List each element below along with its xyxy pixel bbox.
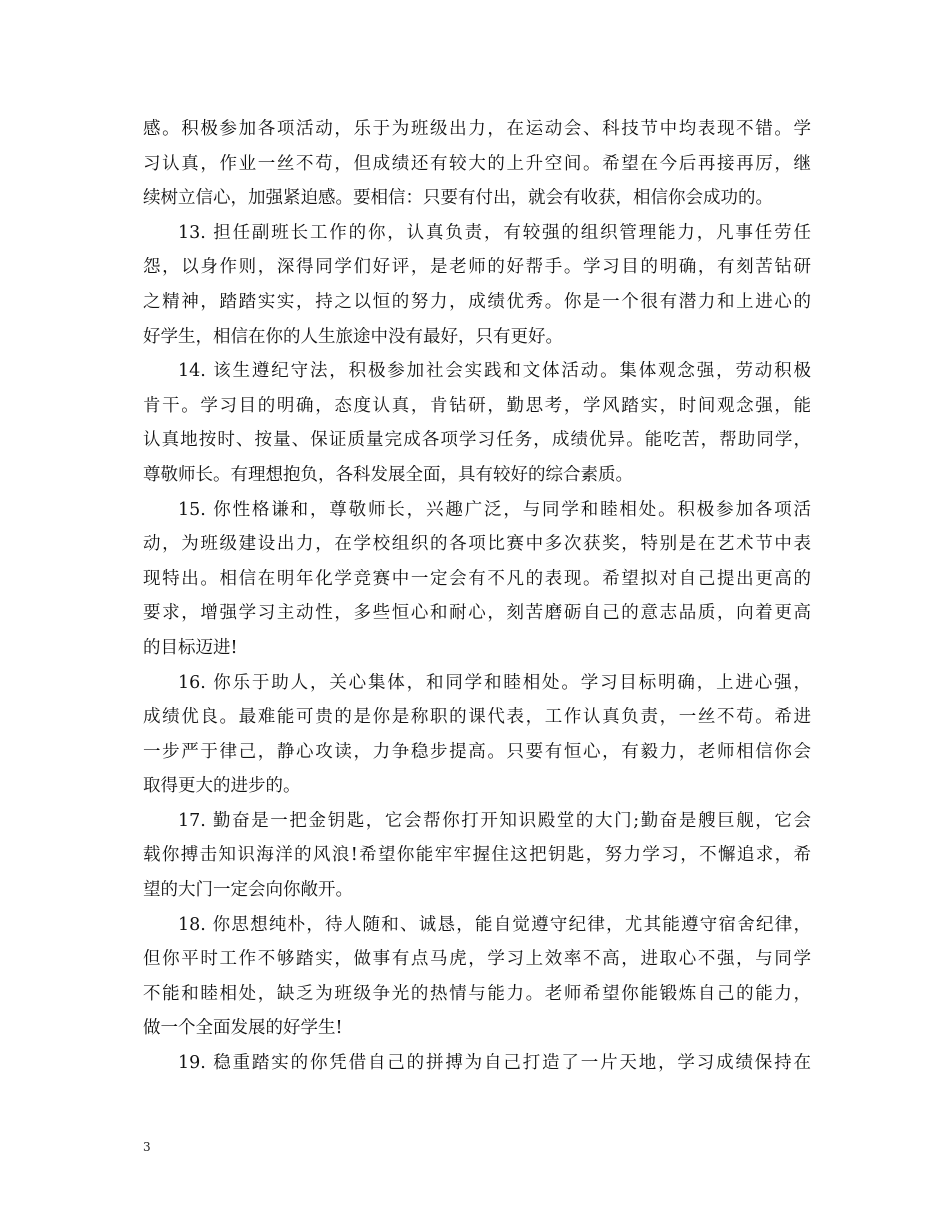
text-line: 19. 稳重踏实的你凭借自己的拼搏为自己打造了一片天地，学习成绩保持在 [178, 1053, 811, 1074]
text-line: 取得更大的进步的。 [143, 776, 301, 797]
text-line: 之精神，踏踏实实，持之以恒的努力，成绩优秀。你是一个很有潜力和上进心的 [143, 291, 811, 312]
text-line: 17. 勤奋是一把金钥匙，它会帮你打开知识殿堂的大门;勤奋是艘巨舰，它会 [178, 810, 811, 831]
text-line: 16. 你乐于助人，关心集体，和同学和睦相处。学习目标明确，上进心强， [178, 672, 811, 693]
text-line: 13. 担任副班长工作的你，认真负责，有较强的组织管理能力，凡事任劳任 [178, 222, 811, 243]
text-line: 肯干。学习目的明确，态度认真，肯钻研，勤思考，学风踏实，时间观念强，能 [143, 395, 811, 416]
text-line: 不能和睦相处，缺乏为班级争光的热情与能力。老师希望你能锻炼自己的能力， [143, 983, 811, 1004]
text-line: 望的大门一定会向你敞开。 [143, 880, 353, 901]
text-line: 18. 你思想纯朴，待人随和、诚恳，能自觉遵守纪律，尤其能遵守宿舍纪律， [178, 914, 811, 935]
paragraph [143, 216, 811, 354]
paragraph [143, 112, 811, 216]
text-line: 尊敬师长。有理想抱负，各科发展全面，具有较好的综合素质。 [143, 464, 633, 485]
paragraph [143, 1046, 811, 1081]
paragraph [143, 354, 811, 492]
text-line: 认真地按时、按量、保证质量完成各项学习任务，成绩优异。能吃苦，帮助同学， [143, 430, 811, 451]
text-line: 15. 你性格谦和，尊敬师长，兴趣广泛，与同学和睦相处。积极参加各项活 [178, 499, 811, 520]
text-line: 但你平时工作不够踏实，做事有点马虎，学习上效率不高，进取心不强，与同学 [143, 949, 811, 970]
text-line: 续树立信心，加强紧迫感。要相信：只要有付出，就会有收获，相信你会成功的。 [143, 188, 773, 209]
text-line: 14. 该生遵纪守法，积极参加社会实践和文体活动。集体观念强，劳动积极 [178, 361, 811, 382]
text-line: 动，为班级建设出力，在学校组织的各项比赛中多次获奖，特别是在艺术节中表 [143, 534, 811, 555]
page-number: 3 [143, 1140, 151, 1154]
paragraph [143, 666, 811, 804]
paragraph [143, 493, 811, 666]
text-line: 怨，以身作则，深得同学们好评，是老师的好帮手。学习目的明确，有刻苦钻研 [143, 257, 811, 278]
text-line: 现特出。相信在明年化学竞赛中一定会有不凡的表现。希望拟对自己提出更高的 [143, 568, 811, 589]
text-line: 的目标迈进! [143, 637, 238, 658]
paragraph [143, 804, 811, 908]
text-line: 做一个全面发展的好学生! [143, 1018, 343, 1039]
text-line: 一步严于律己，静心攻读，力争稳步提高。只要有恒心，有毅力，老师相信你会 [143, 741, 811, 762]
text-line: 成绩优良。最难能可贵的是你是称职的课代表，工作认真负责，一丝不苟。希进 [143, 707, 811, 728]
paragraph [143, 908, 811, 1046]
document-body [143, 112, 811, 1081]
text-line: 载你搏击知识海洋的风浪!希望你能牢牢握住这把钥匙，努力学习，不懈追求，希 [143, 845, 811, 866]
text-line: 要求，增强学习主动性，多些恒心和耐心，刻苦磨砺自己的意志品质，向着更高 [143, 603, 811, 624]
text-line: 感。积极参加各项活动，乐于为班级出力，在运动会、科技节中均表现不错。学 [143, 119, 811, 139]
text-line: 好学生，相信在你的人生旅途中没有最好，只有更好。 [143, 326, 563, 347]
text-line: 习认真，作业一丝不苟，但成绩还有较大的上升空间。希望在今后再接再厉，继 [143, 153, 811, 174]
